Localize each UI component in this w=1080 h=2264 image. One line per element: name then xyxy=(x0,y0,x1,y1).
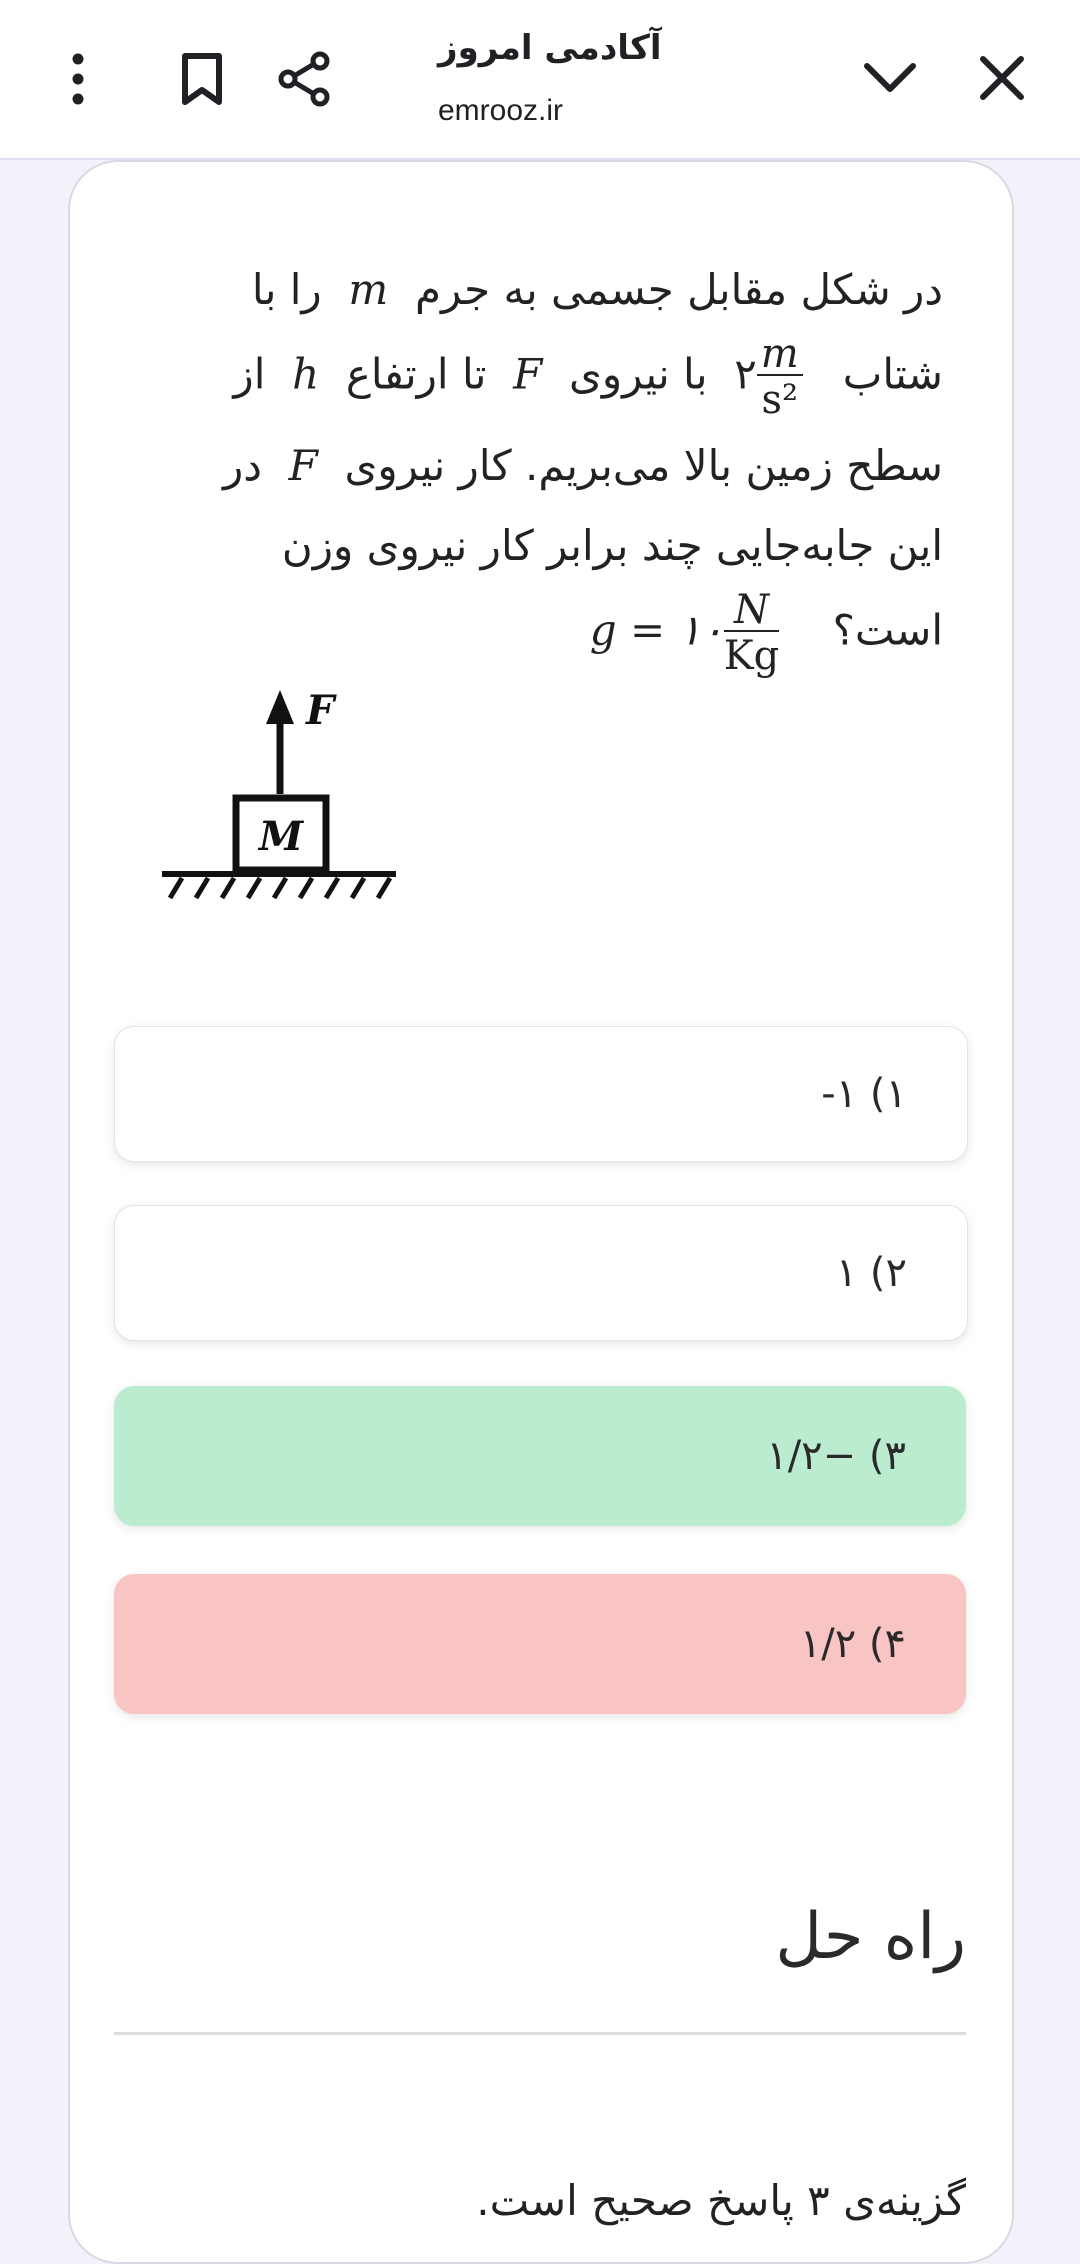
share-icon[interactable] xyxy=(274,50,334,108)
divider xyxy=(114,2032,966,2035)
more-vert-icon[interactable] xyxy=(56,50,100,108)
page-title: آکادمی امروز xyxy=(438,28,662,68)
question-line-2: شتاب $\frac{m}{\text{s²}}$ ۲ با نیروی F تا ارتفاع h از xyxy=(233,331,943,423)
question-line-4: این جابه‌جایی چند برابر کار نیروی وزن xyxy=(281,521,943,570)
solution-text: گزینه‌ی ۳ پاسخ صحیح است. xyxy=(476,2176,966,2225)
force-label: F xyxy=(306,687,335,734)
force-diagram xyxy=(160,684,400,914)
acceleration-unit-fraction: $\frac{m}{\text{s²}}$ xyxy=(757,334,803,420)
question-line-3: سطح زمین بالا می‌بریم. کار نیروی F در xyxy=(222,441,943,490)
gravity-unit-fraction: $\frac{N}{Kg}$ xyxy=(723,587,780,679)
option-label: ۴) ۱/۲ xyxy=(799,1621,906,1667)
answer-option-4-wrong[interactable] xyxy=(114,1574,966,1714)
answer-option-1[interactable] xyxy=(114,1026,968,1162)
close-icon[interactable] xyxy=(978,54,1026,102)
option-label: ۲) ۱ xyxy=(835,1250,907,1296)
chevron-down-icon[interactable] xyxy=(862,56,918,100)
answer-option-3-correct[interactable] xyxy=(114,1386,966,1526)
question-line-5: است؟ $\frac{N}{Kg}$ g = ۱۰ xyxy=(589,587,943,679)
page-domain: emrooz.ir xyxy=(438,94,564,127)
mass-label: M xyxy=(258,813,304,860)
solution-heading: راه حل xyxy=(775,1900,966,1974)
question-line-1: در شکل مقابل جسمی به جرم m را با xyxy=(251,265,943,314)
question-text xyxy=(83,254,943,686)
option-label: ۱) ۱- xyxy=(821,1071,907,1117)
answer-option-2[interactable] xyxy=(114,1205,968,1341)
option-label: ۳) −۱/۲ xyxy=(766,1433,906,1479)
bookmark-icon[interactable] xyxy=(176,50,228,108)
browser-top-bar xyxy=(0,0,1080,160)
